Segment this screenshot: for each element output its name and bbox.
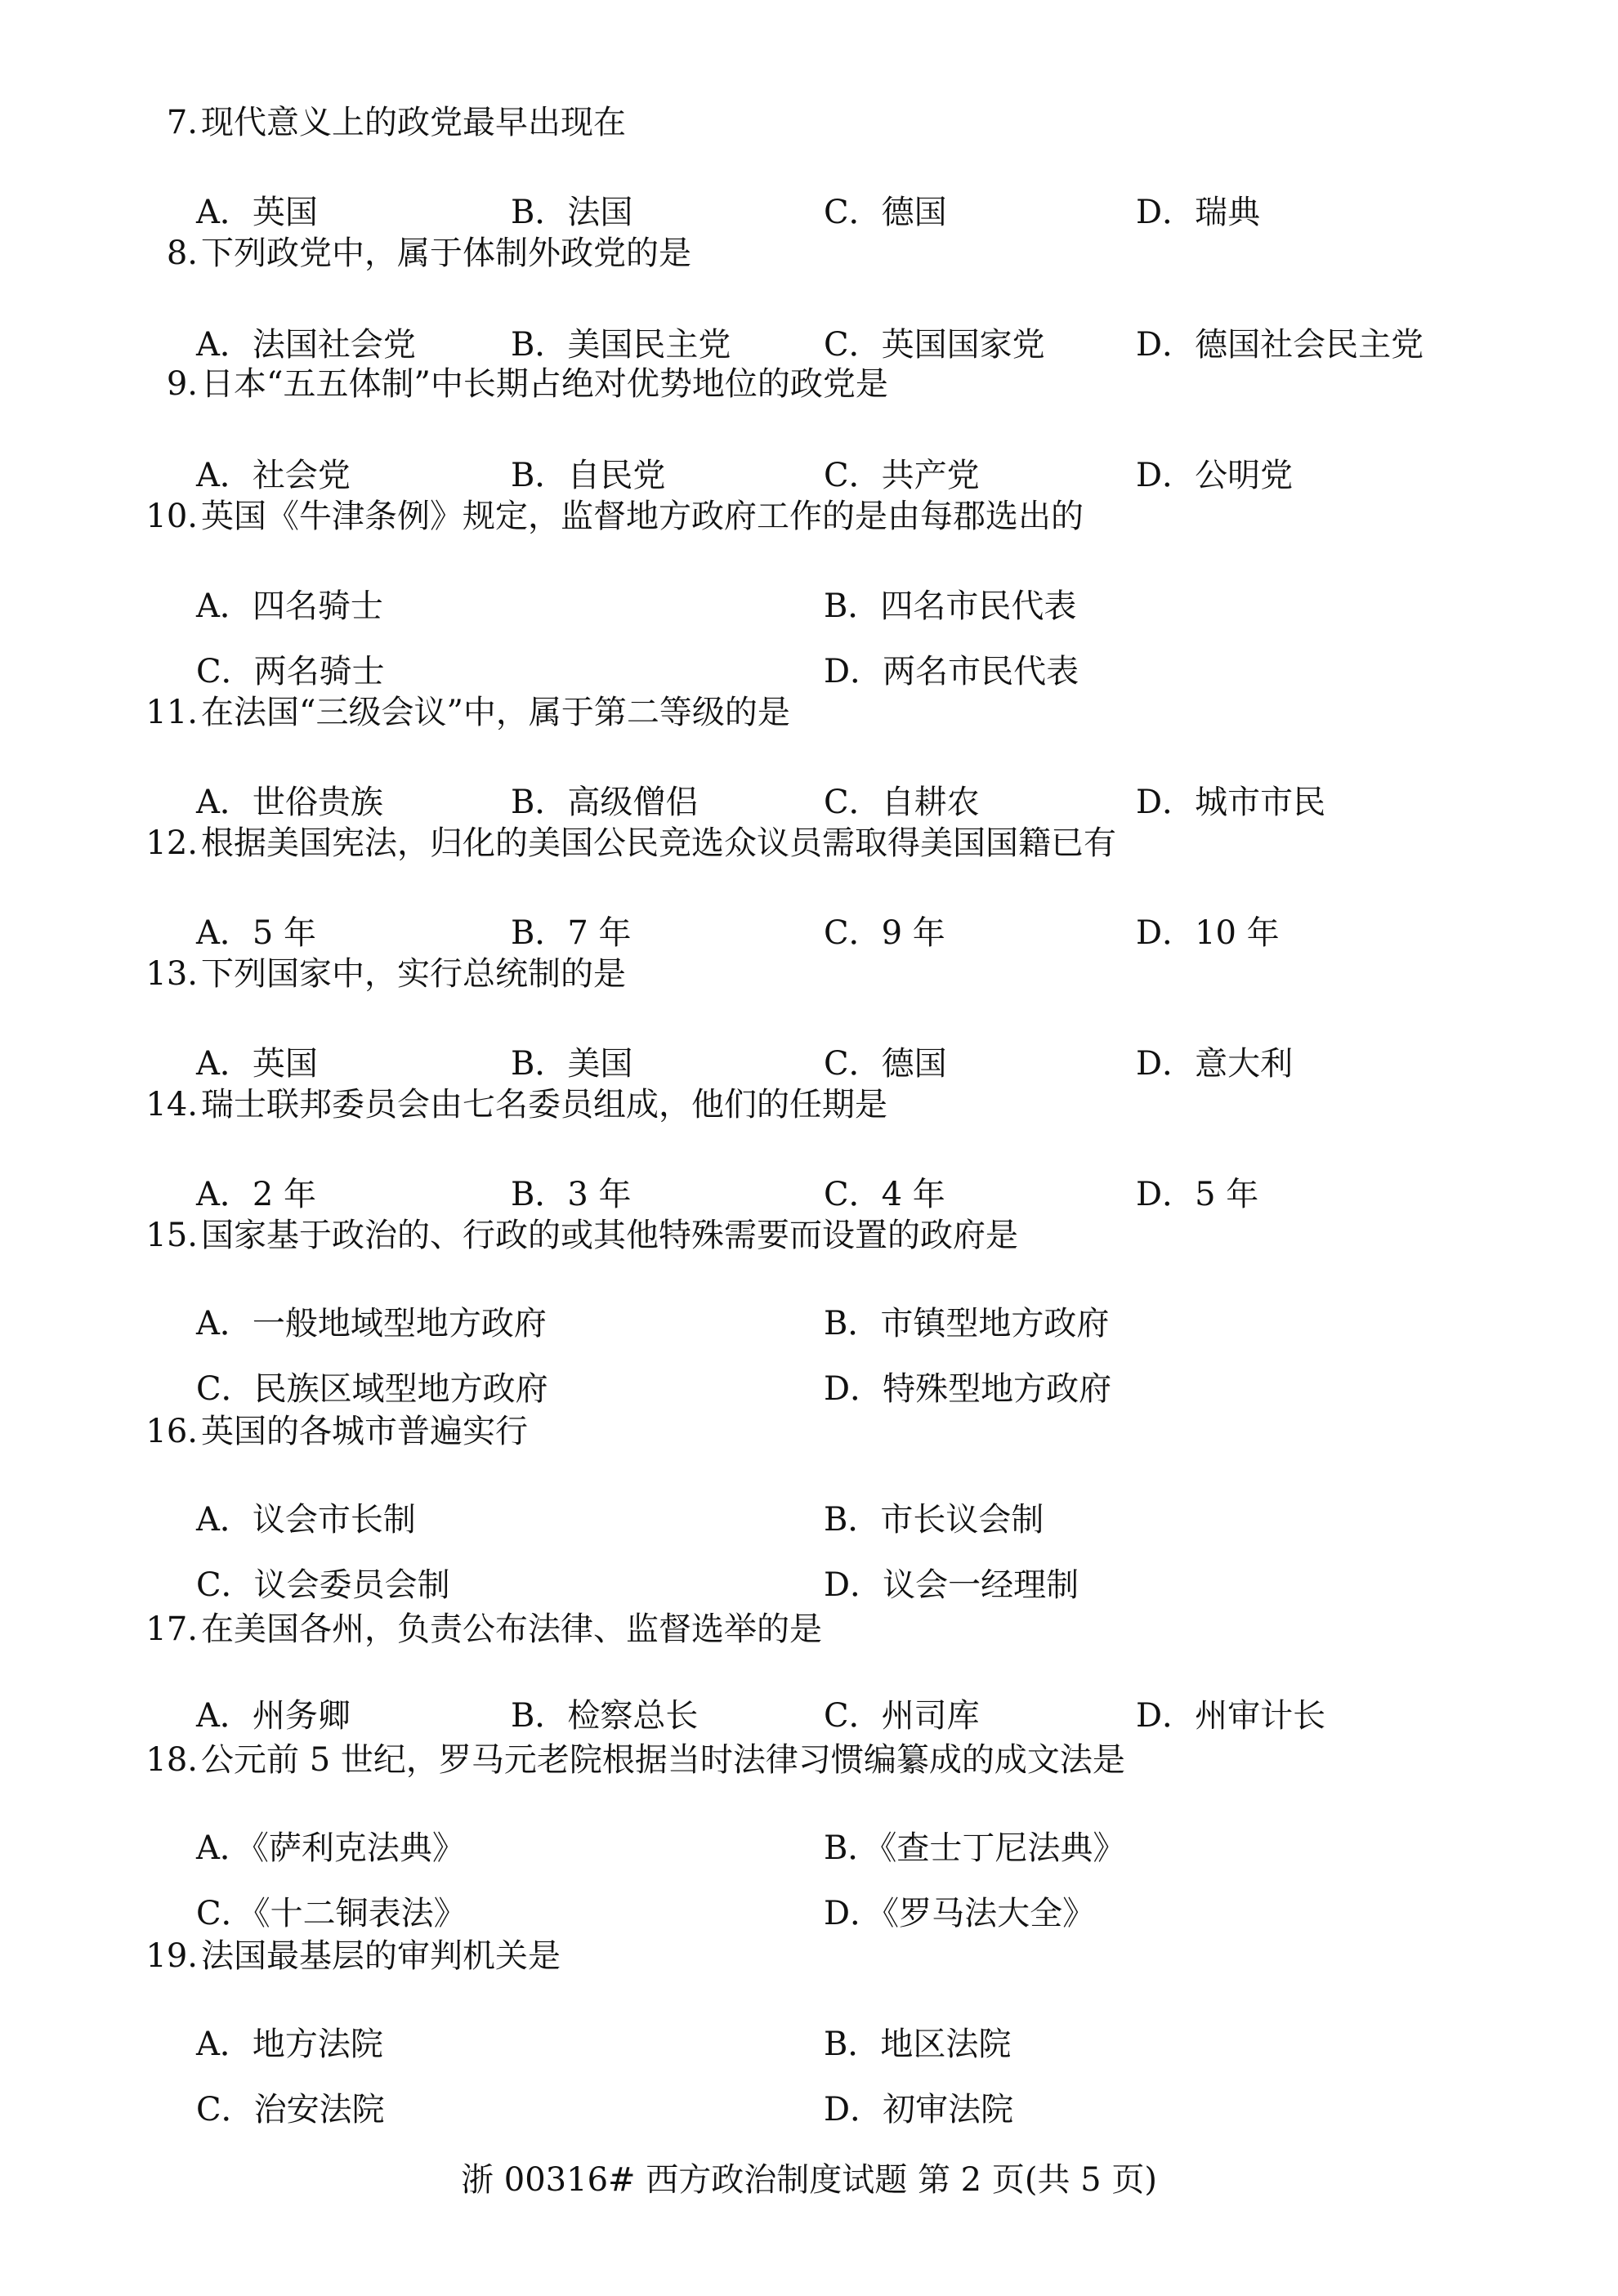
- answer-option: C．德国: [824, 194, 947, 231]
- question-text: 在法国“三级会议”中，属于第二等级的是: [201, 694, 790, 731]
- question-number: 17.: [145, 1610, 198, 1648]
- question-number: 11.: [145, 694, 198, 731]
- question-number: 19.: [145, 1937, 198, 1975]
- question-number: 18.: [145, 1741, 198, 1779]
- question-stem: [145, 1409, 528, 1454]
- question-stem: [145, 1082, 887, 1128]
- question-number: 10.: [145, 498, 198, 535]
- question-text: 下列国家中，实行总统制的是: [201, 955, 626, 993]
- answer-option: B．《查士丁尼法典》: [824, 1829, 1126, 1867]
- answer-option: D．德国社会民主党: [1136, 326, 1424, 364]
- answer-option: B．美国: [511, 1045, 633, 1083]
- answer-option: B．检察总长: [511, 1697, 699, 1735]
- answer-option: C．议会委员会制: [196, 1566, 450, 1604]
- answer-option: A．5 年: [196, 914, 317, 952]
- answer-option: A．地方法院: [196, 2026, 383, 2063]
- question-text: 英国《牛津条例》规定，监督地方政府工作的是由每郡选出的: [201, 498, 1084, 535]
- answer-option: A．世俗贵族: [196, 784, 383, 821]
- answer-option: B．四名市民代表: [824, 587, 1077, 625]
- answer-option: C．自耕农: [824, 784, 980, 821]
- answer-option: C．德国: [824, 1045, 947, 1083]
- page-footer: 浙 00316# 西方政治制度试题 第 2 页(共 5 页): [461, 2161, 1157, 2199]
- answer-option: D．城市市民: [1136, 784, 1326, 821]
- answer-option: D．初审法院: [824, 2091, 1014, 2128]
- question-text: 瑞士联邦委员会由七名委员组成，他们的任期是: [201, 1086, 887, 1123]
- answer-option: D．议会一经理制: [824, 1566, 1079, 1604]
- answer-option: D．公明党: [1136, 457, 1294, 494]
- question-text: 国家基于政治的、行政的或其他特殊需要而设置的政府是: [201, 1217, 1018, 1254]
- question-number: 15.: [145, 1217, 198, 1254]
- question-stem: [166, 361, 888, 407]
- question-number: 9.: [166, 365, 198, 403]
- answer-option: B．3 年: [511, 1176, 632, 1213]
- answer-option: D．两名市民代表: [824, 653, 1079, 690]
- question-stem: [145, 820, 1116, 866]
- answer-option: D．州审计长: [1136, 1697, 1326, 1735]
- question-text: 日本“五五体制”中长期占绝对优势地位的政党是: [201, 365, 888, 403]
- question-text: 根据美国宪法，归化的美国公民竞选众议员需取得美国国籍已有: [201, 824, 1116, 862]
- question-stem: [166, 230, 691, 276]
- question-number: 16.: [145, 1413, 198, 1450]
- answer-option: D．特殊型地方政府: [824, 1370, 1112, 1408]
- answer-option: B．自民党: [511, 457, 666, 494]
- answer-option: B．市长议会制: [824, 1501, 1044, 1539]
- answer-option: C．英国国家党: [824, 326, 1045, 364]
- answer-option: A．英国: [196, 1045, 318, 1083]
- answer-option: D．《罗马法大全》: [824, 1895, 1096, 1932]
- question-stem: [145, 1606, 822, 1652]
- question-stem: [145, 494, 1084, 539]
- question-text: 英国的各城市普遍实行: [201, 1413, 528, 1450]
- question-text: 在美国各州，负责公布法律、监督选举的是: [201, 1610, 822, 1648]
- answer-option: C．州司库: [824, 1697, 980, 1735]
- answer-option: A．议会市长制: [196, 1501, 416, 1539]
- question-text: 公元前 5 世纪，罗马元老院根据当时法律习惯编纂成的成文法是: [201, 1741, 1125, 1779]
- question-stem: [145, 1933, 561, 1979]
- question-number: 7.: [166, 104, 198, 141]
- question-number: 13.: [145, 955, 198, 993]
- answer-option: C．民族区域型地方政府: [196, 1370, 548, 1408]
- answer-option: A．法国社会党: [196, 326, 416, 364]
- answer-option: A．2 年: [196, 1176, 317, 1213]
- question-stem: [145, 1737, 1125, 1783]
- answer-option: C．共产党: [824, 457, 980, 494]
- question-text: 现代意义上的政党最早出现在: [201, 104, 626, 141]
- answer-option: B．市镇型地方政府: [824, 1305, 1110, 1342]
- answer-option: C．《十二铜表法》: [196, 1895, 467, 1932]
- answer-option: D．瑞典: [1136, 194, 1261, 231]
- question-stem: [166, 100, 626, 145]
- answer-option: B．美国民主党: [511, 326, 731, 364]
- question-text: 法国最基层的审判机关是: [201, 1937, 561, 1975]
- answer-option: B．高级僧侣: [511, 784, 699, 821]
- answer-option: A．州务卿: [196, 1697, 351, 1735]
- question-number: 14.: [145, 1086, 198, 1123]
- question-stem: [145, 690, 790, 735]
- question-number: 12.: [145, 824, 198, 862]
- answer-option: B．法国: [511, 194, 633, 231]
- question-stem: [145, 1213, 1018, 1258]
- answer-option: B．地区法院: [824, 2026, 1012, 2063]
- answer-option: A．社会党: [196, 457, 351, 494]
- answer-option: B．7 年: [511, 914, 632, 952]
- answer-option: C．9 年: [824, 914, 945, 952]
- answer-option: A．四名骑士: [196, 587, 383, 625]
- question-text: 下列政党中，属于体制外政党的是: [201, 235, 691, 272]
- question-number: 8.: [166, 235, 198, 272]
- answer-option: A．一般地域型地方政府: [196, 1305, 547, 1342]
- answer-option: A．英国: [196, 194, 318, 231]
- answer-option: C．两名骑士: [196, 653, 385, 690]
- answer-option: C．4 年: [824, 1176, 945, 1213]
- answer-option: D．5 年: [1136, 1176, 1259, 1213]
- answer-option: C．治安法院: [196, 2091, 385, 2128]
- answer-option: D．意大利: [1136, 1045, 1294, 1083]
- question-stem: [145, 951, 626, 997]
- answer-option: A．《萨利克法典》: [196, 1829, 465, 1867]
- answer-option: D．10 年: [1136, 914, 1280, 952]
